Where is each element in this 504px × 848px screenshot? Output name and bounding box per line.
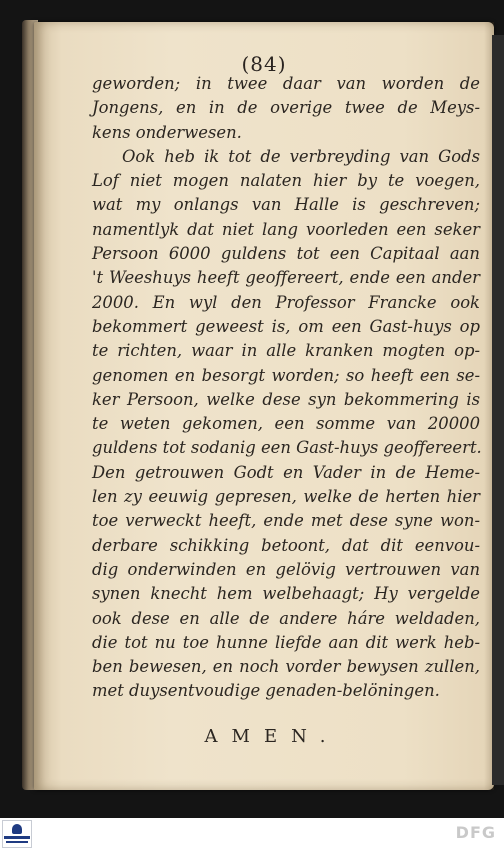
text-line: Den getrouwen Godt en Vader in de Heme-	[92, 462, 480, 482]
text-line: bekommert geweest is, om een Gast-huys op	[92, 316, 480, 336]
text-line: derbare schikking betoont, dat dit eenvou-	[92, 535, 480, 555]
closing-amen: AMEN.	[204, 726, 340, 747]
text-line: met duysentvoudige genaden-belöningen.	[92, 681, 440, 701]
body-text	[92, 72, 480, 704]
text-line: namentlyk dat niet lang voorleden een seker	[92, 219, 480, 239]
text-line: ben bewesen, en noch vorder bewysen zullen,	[92, 657, 480, 677]
page-number: (84)	[241, 52, 287, 76]
text-line: geworden; in twee daar van worden de	[92, 74, 480, 93]
text-line: die tot nu toe hunne liefde aan dit werk heb-	[92, 632, 480, 652]
text-line: Jongens, en in de overige twee de Meys-	[92, 98, 480, 118]
text-line: guldens tot sodanig een Gast-huys geoffereert.	[92, 438, 482, 458]
text-line: 't Weeshuys heeft geoffereert, ende een ander	[92, 268, 480, 288]
text-line: toe verweckt heeft, ende met dese syne won-	[92, 511, 480, 531]
text-line: kens onderwesen.	[92, 122, 242, 142]
text-line: te richten, waar in alle kranken mogten op-	[92, 341, 480, 361]
text-line: genomen en besorgt worden; so heeft een se-	[92, 365, 480, 385]
text-line: Persoon 6000 guldens tot een Capitaal aan	[92, 244, 480, 264]
text-line: dig onderwinden en gelövig vertrouwen van	[92, 559, 480, 579]
text-line: ook dese en alle de andere háre weldaden,	[92, 608, 480, 628]
text-line: Lof niet mogen nalaten hier by te voegen,	[92, 171, 480, 191]
text-line: 2000. En wyl den Professor Francke ook	[92, 292, 480, 312]
text-line: te weten gekomen, een somme van 20000	[92, 414, 480, 434]
text-line: wat my onlangs van Halle is geschreven;	[92, 195, 480, 215]
text-line: ker Persoon, welke dese syn bekommering is	[92, 389, 480, 409]
right-edge-clip	[492, 35, 504, 785]
library-logo-icon[interactable]	[2, 820, 32, 848]
text-line: len zy eeuwig gepresen, welke de herten hier	[92, 487, 480, 507]
footer-bar	[0, 818, 504, 848]
dfg-logo: DFG	[455, 823, 496, 842]
text-line: Ook heb ik tot de verbreyding van Gods	[122, 146, 480, 166]
text-line: synen knecht hem welbehaagt; Hy vergelde	[92, 584, 480, 604]
